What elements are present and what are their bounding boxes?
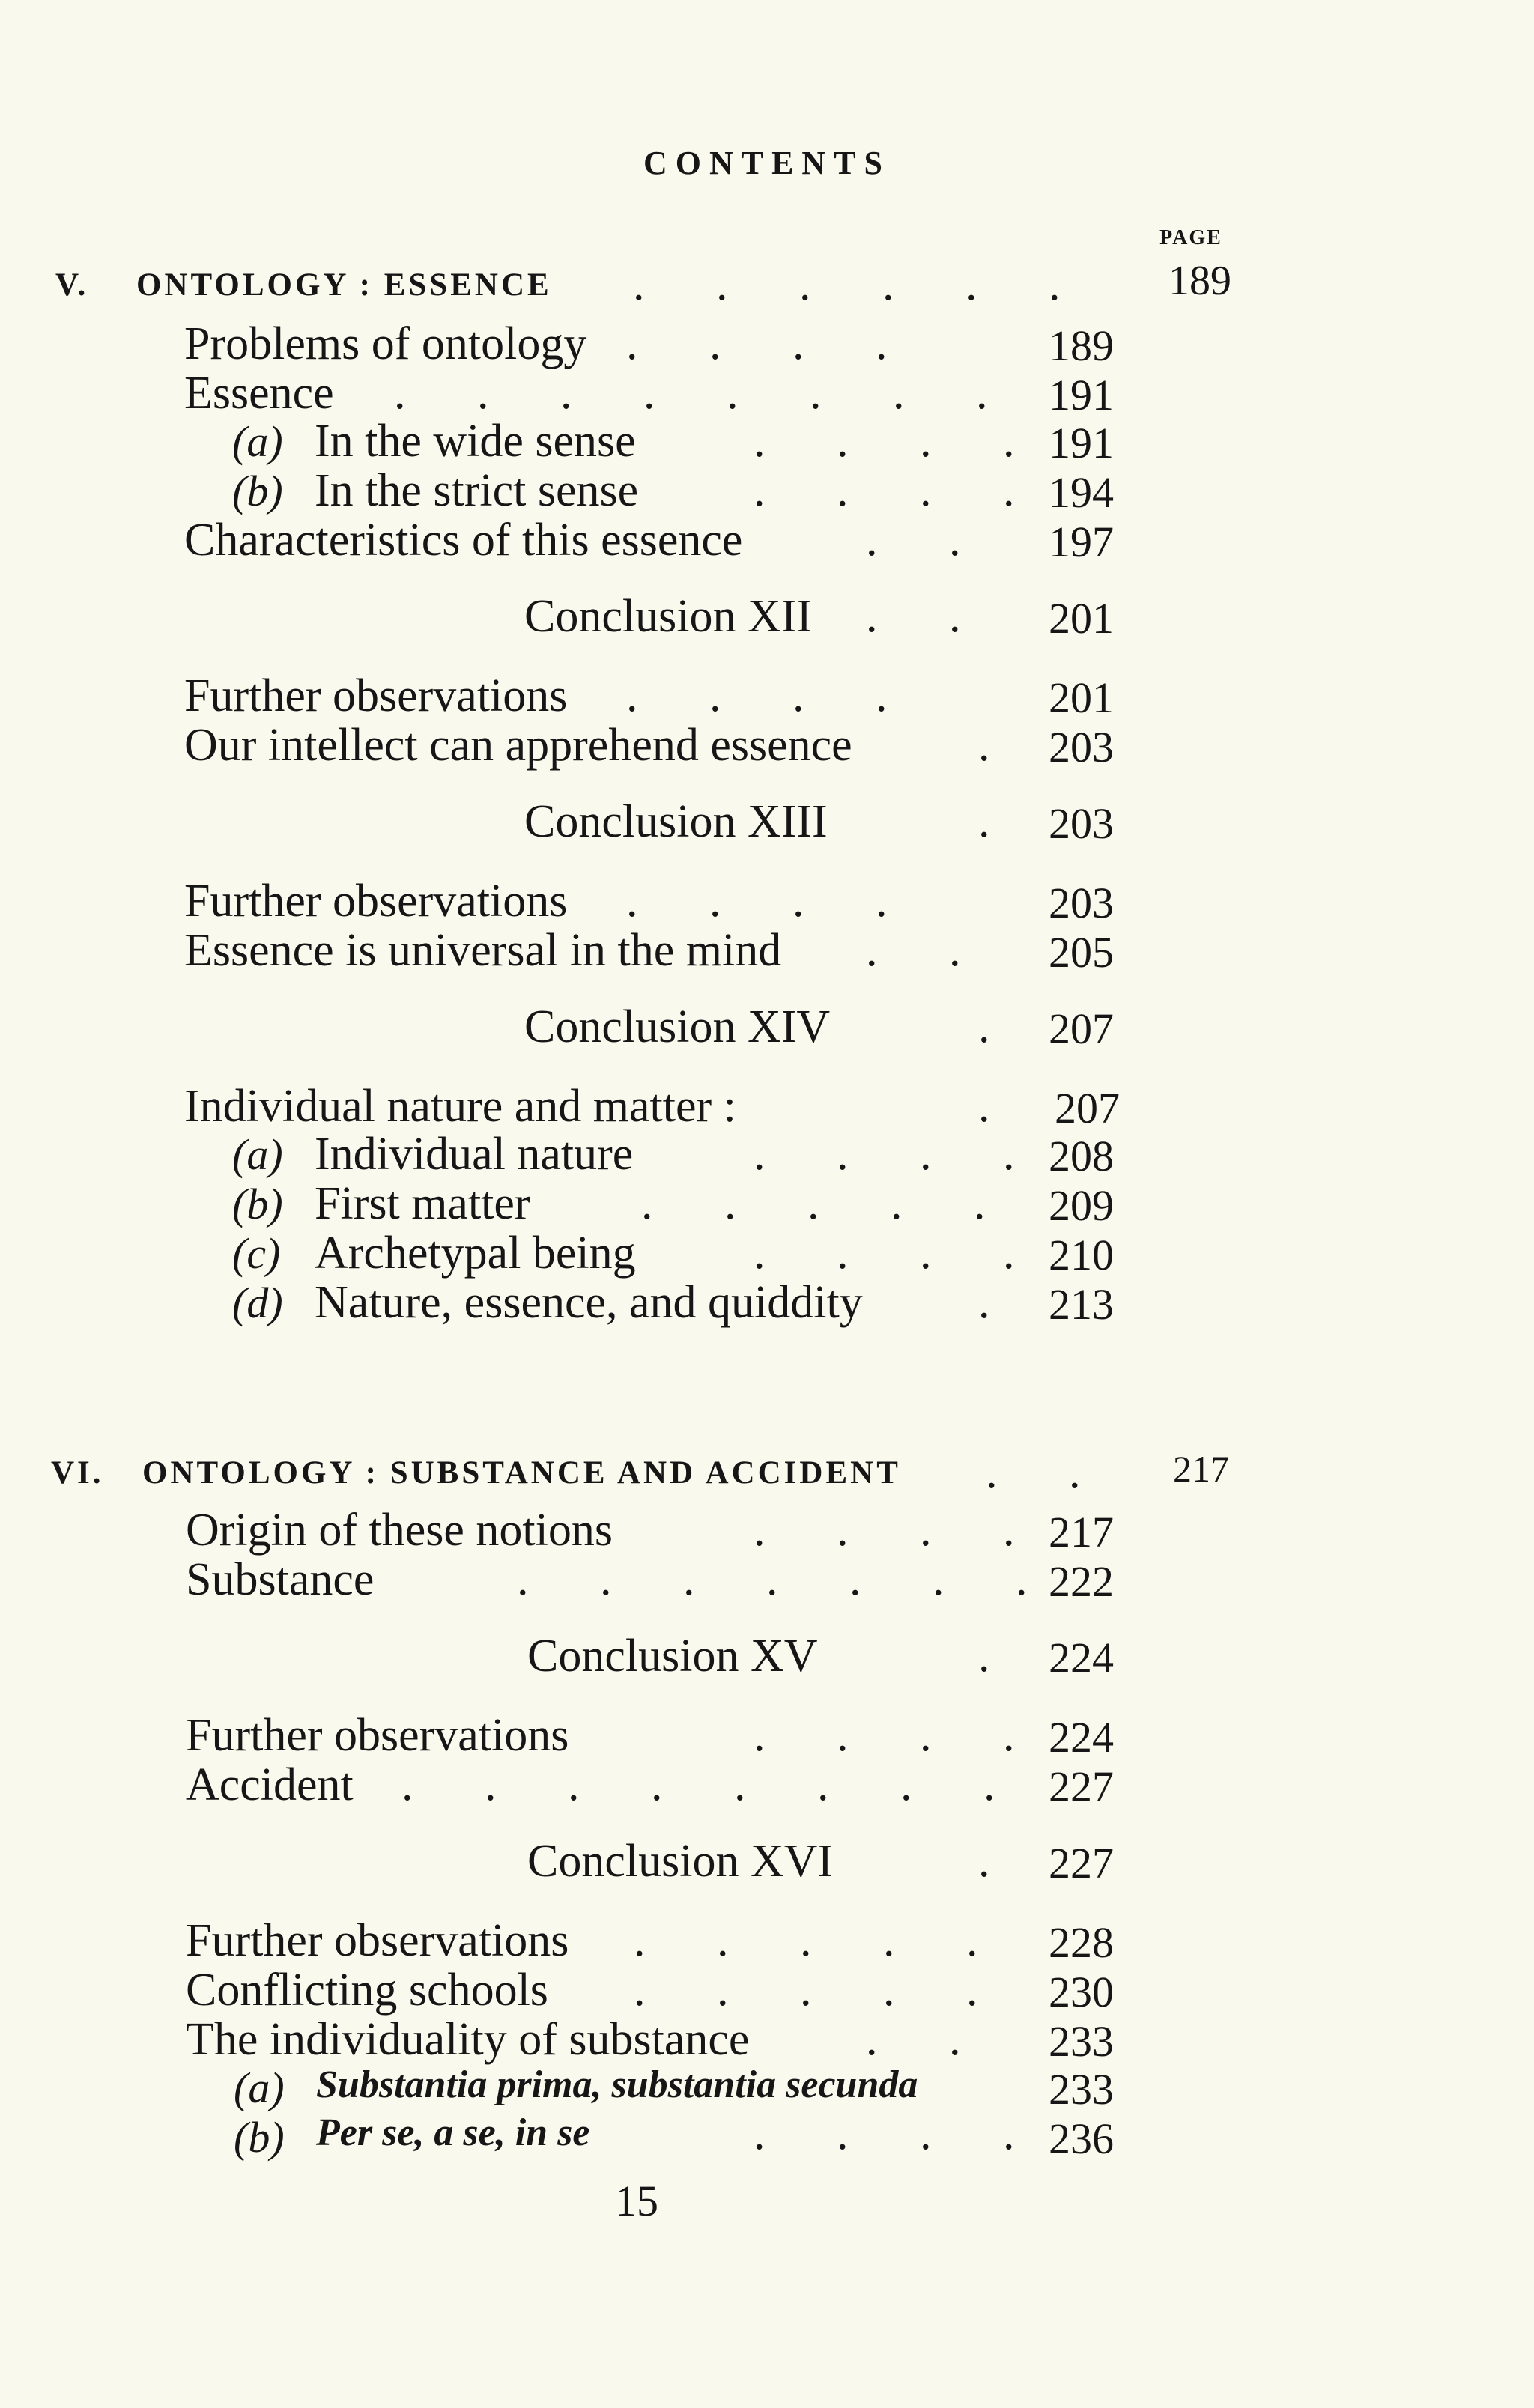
- toc-entry-label: Substantia prima, substantia secunda: [316, 2063, 918, 2106]
- toc-entry-page: 228: [1049, 1918, 1114, 1967]
- toc-entry-marker: (b): [234, 2113, 285, 2162]
- leader-dots: . .: [986, 1447, 1111, 1498]
- toc-entry-page: 201: [1049, 673, 1114, 722]
- chapter-title: ONTOLOGY : ESSENCE: [136, 267, 552, 303]
- toc-entry-page: 208: [1049, 1132, 1114, 1180]
- toc-entry-marker: (d): [232, 1279, 283, 1327]
- chapter-page: 189: [1168, 258, 1231, 304]
- leader-dots: . . . .: [754, 1710, 1045, 1761]
- toc-entry-page: 224: [1049, 1713, 1114, 1762]
- leader-dots: . . . .: [754, 1505, 1045, 1556]
- toc-entry-page: 205: [1049, 928, 1114, 977]
- toc-entry-page: 209: [1049, 1181, 1114, 1230]
- toc-entry-page: 194: [1049, 468, 1114, 517]
- toc-entry-label: Characteristics of this essence: [184, 515, 743, 565]
- toc-entry-label: The individuality of substance: [186, 2014, 750, 2065]
- toc-entry-label: In the wide sense: [315, 416, 636, 467]
- chapter-number: V.: [55, 267, 89, 303]
- toc-entry-label: Conflicting schools: [186, 1965, 548, 2016]
- leader-dots: . . . . .: [641, 1178, 1016, 1229]
- leader-dots: . . . .: [626, 876, 918, 926]
- toc-entry-page: 233: [1049, 2065, 1114, 2114]
- toc-entry-label: Origin of these notions: [186, 1505, 613, 1556]
- toc-entry-label: Per se, a se, in se: [316, 2111, 590, 2154]
- toc-entry-label: Nature, essence, and quiddity: [315, 1277, 863, 1328]
- conclusion-heading: Conclusion XV: [527, 1631, 818, 1681]
- toc-entry-marker: (a): [234, 2063, 285, 2112]
- leader-dots: . . . . . . . .: [394, 368, 1018, 419]
- leader-dots: .: [978, 720, 1020, 771]
- leader-dots: . . . . . . . .: [401, 1759, 1025, 1810]
- toc-entry-page: 201: [1049, 594, 1114, 643]
- toc-entry-label: Substance: [186, 1554, 375, 1605]
- toc-entry-page: 203: [1049, 799, 1114, 848]
- conclusion-heading: Conclusion XII: [524, 591, 813, 642]
- toc-entry-page: 189: [1049, 321, 1114, 370]
- leader-dots: .: [978, 796, 1020, 847]
- leader-dots: . . . . .: [634, 1915, 1008, 1966]
- toc-entry-page: 227: [1049, 1839, 1114, 1887]
- toc-entry-label: In the strict sense: [315, 465, 639, 516]
- leader-dots: . .: [866, 925, 991, 976]
- toc-entry-page: 207: [1049, 1004, 1114, 1053]
- toc-entry-page: 210: [1049, 1231, 1114, 1279]
- toc-entry-label: Essence: [184, 368, 334, 419]
- toc-entry-label: Accident: [186, 1759, 354, 1810]
- leader-dots: . . . .: [754, 1228, 1045, 1279]
- toc-entry-page: 203: [1049, 723, 1114, 771]
- page-column-label: PAGE: [1159, 226, 1222, 249]
- toc-entry-label: Individual nature and matter :: [184, 1081, 736, 1132]
- toc-entry-marker: (b): [232, 1180, 283, 1228]
- leader-dots: .: [978, 1001, 1020, 1052]
- page-number: 15: [615, 2177, 658, 2225]
- conclusion-heading: Conclusion XIII: [524, 796, 828, 847]
- toc-entry-page: 203: [1049, 879, 1114, 927]
- leader-dots: . . . . . . .: [517, 1554, 1058, 1605]
- leader-dots: .: [978, 1631, 1020, 1681]
- leader-dots: . . . . .: [634, 1965, 1008, 2016]
- toc-entry-label: Essence is universal in the mind: [184, 925, 782, 976]
- leader-dots: . .: [866, 2014, 991, 2065]
- toc-entry-page: 197: [1049, 518, 1114, 566]
- leader-dots: . . . . . .: [633, 259, 1091, 310]
- chapter-page: 217: [1173, 1448, 1229, 1490]
- leader-dots: . .: [866, 591, 991, 642]
- toc-entry-page: 227: [1049, 1762, 1114, 1811]
- leader-dots: . . . .: [754, 416, 1045, 467]
- toc-entry-label: Our intellect can apprehend essence: [184, 720, 852, 771]
- toc-entry-marker: (a): [232, 1130, 283, 1179]
- toc-entry-page: 191: [1049, 371, 1114, 419]
- toc-entry-marker: (c): [232, 1229, 281, 1278]
- toc-entry-page: 191: [1049, 419, 1114, 467]
- toc-entry-label: First matter: [315, 1178, 530, 1229]
- toc-entry-page: 207: [1055, 1084, 1120, 1132]
- leader-dots: . . . .: [626, 670, 918, 721]
- leader-dots: . . . .: [754, 2108, 1045, 2159]
- toc-entry-page: 213: [1049, 1280, 1114, 1329]
- chapter-number: VI.: [51, 1455, 104, 1490]
- leader-dots: . . . .: [754, 1129, 1045, 1180]
- conclusion-heading: Conclusion XIV: [524, 1001, 831, 1052]
- leader-dots: . . . .: [754, 465, 1045, 516]
- leader-dots: .: [978, 1277, 1020, 1328]
- leader-dots: . .: [866, 515, 991, 565]
- toc-entry-label: Further observations: [186, 1710, 569, 1761]
- toc-entry-label: Problems of ontology: [184, 318, 587, 369]
- leader-dots: .: [978, 1081, 1020, 1132]
- conclusion-heading: Conclusion XVI: [527, 1836, 834, 1887]
- toc-entry-label: Further observations: [184, 670, 568, 721]
- toc-entry-label: Archetypal being: [315, 1228, 636, 1279]
- toc-entry-page: 236: [1049, 2114, 1114, 2163]
- toc-entry-page: 224: [1049, 1634, 1114, 1682]
- toc-entry-marker: (a): [232, 417, 283, 466]
- toc-entry-label: Further observations: [184, 876, 568, 926]
- toc-entry-label: Further observations: [186, 1915, 569, 1966]
- page-title: CONTENTS: [643, 145, 891, 181]
- leader-dots: .: [978, 1836, 1020, 1887]
- toc-entry-page: 217: [1049, 1508, 1114, 1556]
- toc-entry-label: Individual nature: [315, 1129, 634, 1180]
- chapter-title: ONTOLOGY : SUBSTANCE AND ACCIDENT: [142, 1455, 901, 1490]
- toc-entry-page: 233: [1049, 2017, 1114, 2066]
- leader-dots: . . . .: [626, 318, 918, 369]
- toc-entry-page: 230: [1049, 1968, 1114, 2016]
- toc-entry-marker: (b): [232, 467, 283, 515]
- toc-entry-page: 222: [1049, 1557, 1114, 1606]
